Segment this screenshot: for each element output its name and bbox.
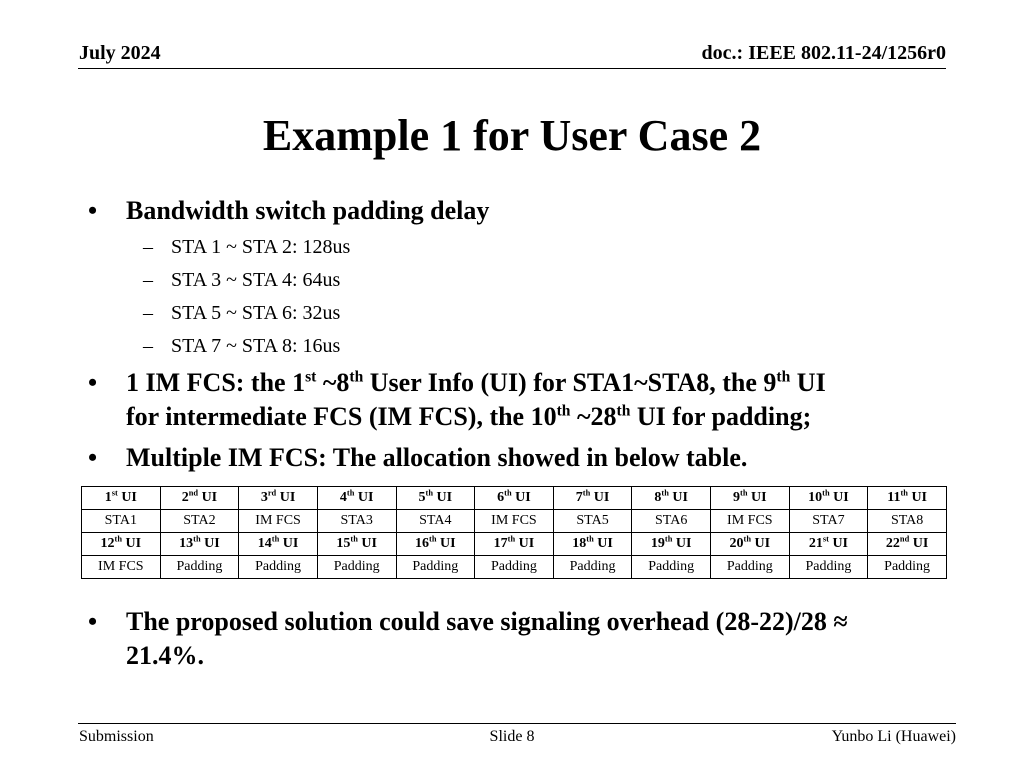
sub-dash: – — [143, 335, 153, 357]
bullet-marker: • — [88, 368, 98, 397]
table-cell: STA2 — [160, 510, 239, 533]
table-cell: 17th UI — [475, 533, 554, 556]
table-cell: Padding — [317, 556, 396, 579]
table-cell: STA1 — [82, 510, 161, 533]
footer-author: Yunbo Li (Huawei) — [831, 728, 956, 745]
slide-title: Example 1 for User Case 2 — [262, 111, 762, 160]
footer-slide-number: Slide 8 — [489, 728, 535, 745]
table-cell: 5th UI — [396, 487, 475, 510]
table-header-row — [82, 487, 947, 510]
table-cell: Padding — [553, 556, 632, 579]
table-cell: Padding — [160, 556, 239, 579]
sub-item-sta7-8: STA 7 ~ STA 8: 16us — [171, 335, 341, 357]
table-cell: Padding — [711, 556, 790, 579]
table-cell: 16th UI — [396, 533, 475, 556]
table-cell: Padding — [396, 556, 475, 579]
sub-item-sta5-6: STA 5 ~ STA 6: 32us — [171, 302, 341, 324]
table-row — [82, 556, 947, 579]
table-cell: 8th UI — [632, 487, 711, 510]
sub-dash: – — [143, 236, 153, 258]
table-cell: 12th UI — [82, 533, 161, 556]
bullet-bandwidth-switch: Bandwidth switch padding delay — [126, 196, 490, 225]
table-cell: STA7 — [789, 510, 868, 533]
bullet-marker: • — [88, 443, 98, 472]
table-header-row — [82, 533, 947, 556]
footer-submission: Submission — [79, 728, 154, 745]
sub-dash: – — [143, 302, 153, 324]
bullet-marker: • — [88, 196, 98, 225]
sub-dash: – — [143, 269, 153, 291]
table-cell: 1st UI — [82, 487, 161, 510]
table-cell: Padding — [239, 556, 318, 579]
table-cell: 6th UI — [475, 487, 554, 510]
table-cell: IM FCS — [711, 510, 790, 533]
footer-rule — [78, 723, 956, 724]
table-cell: 15th UI — [317, 533, 396, 556]
table-row — [82, 510, 947, 533]
table-cell: 20th UI — [711, 533, 790, 556]
bullet-overhead-line2: 21.4%. — [126, 641, 204, 670]
bullet-marker: • — [88, 607, 98, 636]
table-cell: 7th UI — [553, 487, 632, 510]
header-date: July 2024 — [79, 42, 161, 64]
table-cell: 4th UI — [317, 487, 396, 510]
table-cell: 10th UI — [789, 487, 868, 510]
bullet-multiple-im-fcs: Multiple IM FCS: The allocation showed in below table. — [126, 443, 748, 472]
table-cell: 21st UI — [789, 533, 868, 556]
ui-allocation-table — [81, 486, 947, 579]
table-cell: 18th UI — [553, 533, 632, 556]
table-cell: IM FCS — [82, 556, 161, 579]
table-cell: Padding — [868, 556, 947, 579]
sub-item-sta3-4: STA 3 ~ STA 4: 64us — [171, 269, 341, 291]
table-cell: STA6 — [632, 510, 711, 533]
table-cell: 2nd UI — [160, 487, 239, 510]
bullet-overhead-line1: The proposed solution could save signaling overhead (28-22)/28 ≈ — [126, 607, 848, 636]
table-cell: STA8 — [868, 510, 947, 533]
table-cell: Padding — [475, 556, 554, 579]
table-cell: STA3 — [317, 510, 396, 533]
table-cell: 14th UI — [239, 533, 318, 556]
table-cell: 22nd UI — [868, 533, 947, 556]
table-cell: STA4 — [396, 510, 475, 533]
header-rule — [78, 68, 946, 69]
header-doc-id: doc.: IEEE 802.11-24/1256r0 — [701, 42, 946, 64]
table-cell: Padding — [632, 556, 711, 579]
table-cell: 9th UI — [711, 487, 790, 510]
table-cell: IM FCS — [475, 510, 554, 533]
table-cell: 19th UI — [632, 533, 711, 556]
table-cell: 11th UI — [868, 487, 947, 510]
table-cell: STA5 — [553, 510, 632, 533]
table-cell: 3rd UI — [239, 487, 318, 510]
bullet-im-fcs-line2: for intermediate FCS (IM FCS), the 10th ~28th UI for padding; — [126, 402, 812, 431]
sub-item-sta1-2: STA 1 ~ STA 2: 128us — [171, 236, 351, 258]
table-cell: 13th UI — [160, 533, 239, 556]
bullet-im-fcs-line1: 1 IM FCS: the 1st ~8th User Info (UI) for STA1~STA8, the 9th UI — [126, 368, 826, 397]
table-cell: Padding — [789, 556, 868, 579]
table-cell: IM FCS — [239, 510, 318, 533]
